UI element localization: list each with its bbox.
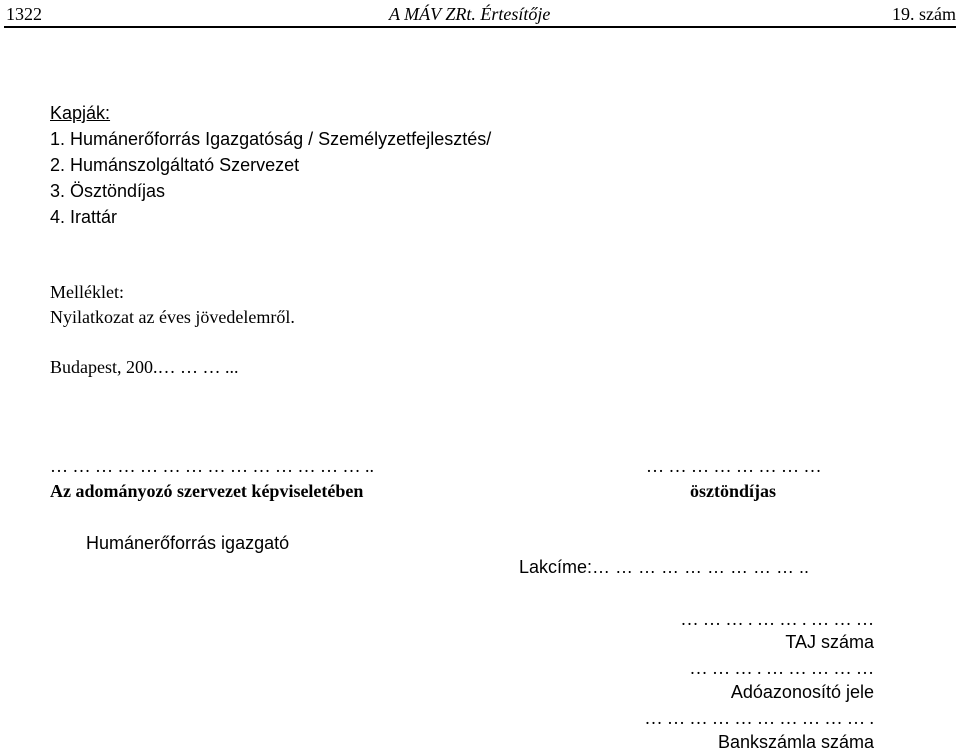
- left-signature-role: Humánerőforrás igazgató: [86, 533, 290, 553]
- place-date: Budapest, 200.… … … ...: [50, 357, 239, 377]
- recipient-item: 1. Humánerőforrás Igazgatóság / Személyzetfejlesztés/: [50, 129, 492, 149]
- attachment-label: Melléklet:: [50, 282, 124, 302]
- page-number: 1322: [6, 4, 42, 24]
- right-signature-line: … … … … … … … …: [646, 456, 822, 476]
- issue-number: 19. szám: [892, 4, 956, 24]
- address-field: Lakcíme:… … … … … … … … … ..: [519, 557, 810, 577]
- publication-title: A MÁV ZRt. Értesítője: [389, 4, 551, 24]
- recipients-title: Kapják:: [50, 103, 111, 123]
- recipient-item: 4. Irattár: [50, 207, 118, 227]
- bank-account-line: … … … … … … … … … … .: [644, 708, 874, 728]
- bank-account-label: Bankszámla száma: [717, 732, 874, 752]
- recipient-item: 2. Humánszolgáltató Szervezet: [50, 155, 300, 175]
- right-signature-label: ösztöndíjas: [690, 481, 777, 501]
- taj-line: … … … . … … . … … …: [680, 609, 874, 629]
- tax-id-line: … … … . … … … … …: [689, 658, 874, 678]
- attachment-text: Nyilatkozat az éves jövedelemről.: [50, 307, 295, 327]
- header-rule: [4, 26, 956, 28]
- left-signature-label: Az adományozó szervezet képviseletében: [50, 481, 364, 501]
- taj-label: TAJ száma: [785, 632, 874, 652]
- recipient-item: 3. Ösztöndíjas: [50, 181, 166, 201]
- left-signature-line: … … … … … … … … … … … … … … ..: [50, 456, 374, 476]
- tax-id-label: Adóazonosító jele: [730, 682, 874, 702]
